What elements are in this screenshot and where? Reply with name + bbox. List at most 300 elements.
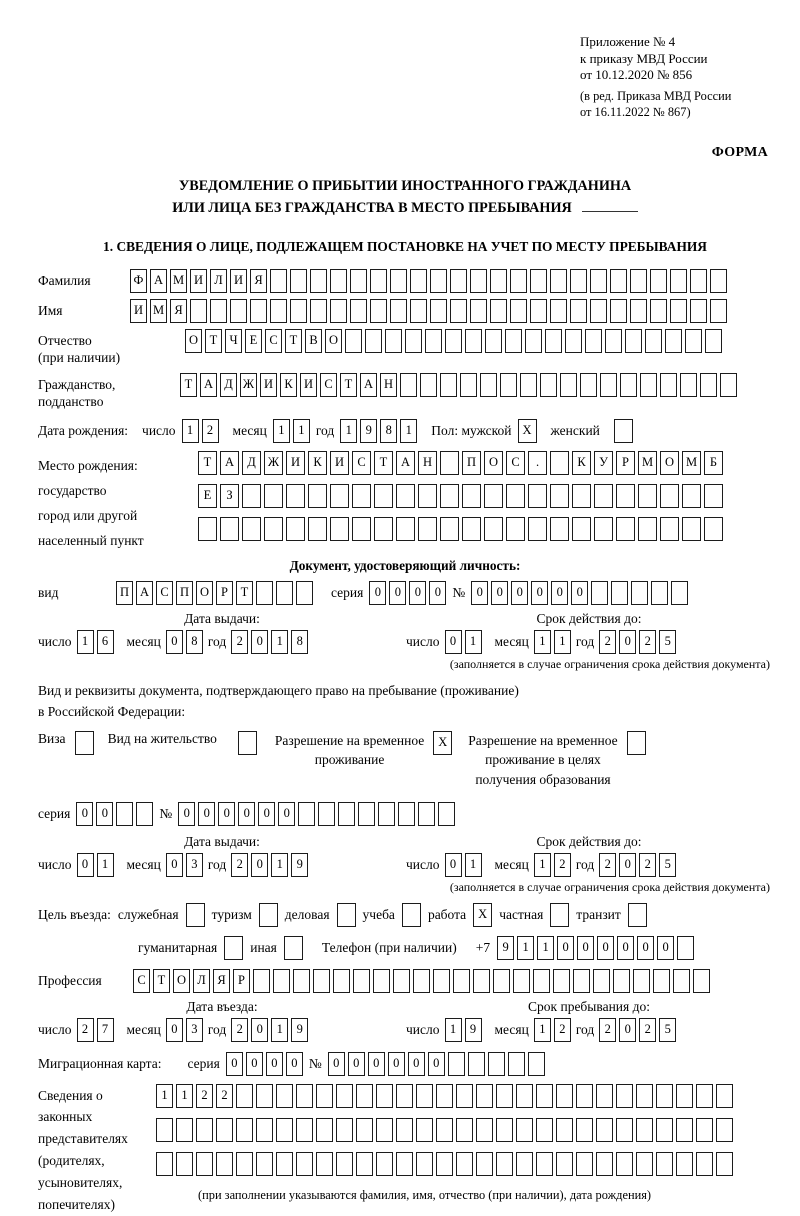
form-cell[interactable] [682,484,701,508]
form-cell[interactable] [550,451,569,475]
form-cell[interactable] [418,517,437,541]
form-cell[interactable] [616,484,635,508]
form-cell[interactable]: 1 [271,853,288,877]
form-cell[interactable] [616,517,635,541]
form-cell[interactable] [570,299,587,323]
form-cell[interactable]: 2 [599,630,616,654]
form-cell[interactable] [250,299,267,323]
form-cell[interactable]: 1 [77,630,94,654]
form-cell[interactable] [416,1118,433,1142]
form-cell[interactable] [610,269,627,293]
form-cell[interactable] [508,1052,525,1076]
purpose-business-checkbox[interactable] [337,903,356,927]
form-cell[interactable] [440,484,459,508]
form-cell[interactable]: 2 [554,853,571,877]
form-cell[interactable] [418,802,435,826]
form-cell[interactable]: 0 [369,581,386,605]
form-cell[interactable] [425,329,442,353]
form-cell[interactable]: Н [418,451,437,475]
form-cell[interactable]: В [305,329,322,353]
form-cell[interactable] [358,802,375,826]
form-cell[interactable] [616,1152,633,1176]
form-cell[interactable] [318,802,335,826]
form-cell[interactable] [594,484,613,508]
form-cell[interactable] [296,1118,313,1142]
form-cell[interactable] [550,484,569,508]
form-cell[interactable]: 3 [186,853,203,877]
form-cell[interactable] [352,484,371,508]
form-cell[interactable] [276,1118,293,1142]
form-cell[interactable]: 0 [657,936,674,960]
form-cell[interactable] [310,269,327,293]
form-cell[interactable] [625,329,642,353]
form-cell[interactable]: 0 [597,936,614,960]
form-cell[interactable]: 0 [577,936,594,960]
form-cell[interactable] [550,903,569,927]
purpose-other-checkbox[interactable] [284,936,303,960]
form-cell[interactable]: 0 [198,802,215,826]
form-cell[interactable] [493,969,510,993]
form-cell[interactable]: И [286,451,305,475]
form-cell[interactable]: 2 [639,1018,656,1042]
form-cell[interactable] [370,269,387,293]
purpose-work-checkbox[interactable] [473,903,492,927]
form-cell[interactable] [533,969,550,993]
form-cell[interactable] [298,802,315,826]
form-cell[interactable] [704,484,723,508]
form-cell[interactable] [690,299,707,323]
form-cell[interactable] [682,517,701,541]
form-cell[interactable]: С [265,329,282,353]
form-cell[interactable]: 2 [599,853,616,877]
form-cell[interactable] [333,969,350,993]
form-cell[interactable] [596,1152,613,1176]
form-cell[interactable]: Е [198,484,217,508]
form-cell[interactable] [316,1152,333,1176]
form-cell[interactable] [224,936,243,960]
form-cell[interactable] [436,1118,453,1142]
form-cell[interactable]: Я [170,299,187,323]
form-cell[interactable] [376,1118,393,1142]
form-cell[interactable] [296,1084,313,1108]
form-cell[interactable] [536,1118,553,1142]
form-cell[interactable] [390,269,407,293]
form-cell[interactable]: О [660,451,679,475]
form-cell[interactable] [590,269,607,293]
form-cell[interactable] [716,1118,733,1142]
form-cell[interactable] [433,969,450,993]
form-cell[interactable] [296,581,313,605]
form-cell[interactable] [198,517,217,541]
form-cell[interactable]: Я [250,269,267,293]
form-cell[interactable] [506,517,525,541]
form-cell[interactable] [230,299,247,323]
form-cell[interactable] [513,969,530,993]
form-cell[interactable] [410,299,427,323]
form-cell[interactable]: А [150,269,167,293]
form-cell[interactable] [490,299,507,323]
form-cell[interactable] [176,1152,193,1176]
form-cell[interactable] [636,1118,653,1142]
form-cell[interactable] [220,517,239,541]
form-cell[interactable] [696,1084,713,1108]
form-cell[interactable]: 2 [639,630,656,654]
female-checkbox[interactable] [614,419,633,443]
form-cell[interactable] [576,1152,593,1176]
form-cell[interactable] [620,373,637,397]
form-cell[interactable] [633,969,650,993]
form-cell[interactable] [484,517,503,541]
form-cell[interactable] [550,517,569,541]
form-cell[interactable]: Ж [264,451,283,475]
phone-cells[interactable] [497,936,694,960]
form-cell[interactable] [693,969,710,993]
form-cell[interactable] [310,299,327,323]
purpose-tourism-checkbox[interactable] [259,903,278,927]
form-cell[interactable] [605,329,622,353]
form-cell[interactable]: Е [245,329,262,353]
form-cell[interactable]: 8 [291,630,308,654]
form-cell[interactable] [330,484,349,508]
male-checkbox[interactable] [518,419,537,443]
form-cell[interactable] [636,1084,653,1108]
form-cell[interactable] [476,1084,493,1108]
form-cell[interactable] [576,1118,593,1142]
form-cell[interactable]: А [360,373,377,397]
form-cell[interactable] [488,1052,505,1076]
form-cell[interactable] [614,419,633,443]
form-cell[interactable]: 0 [617,936,634,960]
form-cell[interactable]: 0 [531,581,548,605]
form-cell[interactable]: И [300,373,317,397]
form-cell[interactable]: 0 [445,630,462,654]
form-cell[interactable] [505,329,522,353]
form-cell[interactable] [700,373,717,397]
form-cell[interactable] [418,484,437,508]
form-cell[interactable] [540,373,557,397]
form-cell[interactable]: 0 [619,853,636,877]
form-cell[interactable] [186,903,205,927]
form-cell[interactable] [196,1152,213,1176]
form-cell[interactable] [650,299,667,323]
form-cell[interactable]: П [116,581,133,605]
form-cell[interactable] [638,517,657,541]
form-cell[interactable]: К [308,451,327,475]
purpose-humanitarian-checkbox[interactable] [224,936,243,960]
form-cell[interactable]: Т [236,581,253,605]
form-cell[interactable]: О [196,581,213,605]
form-cell[interactable]: 0 [619,630,636,654]
form-cell[interactable] [572,517,591,541]
form-cell[interactable]: X [518,419,537,443]
visa-checkbox[interactable] [75,731,94,755]
form-cell[interactable] [453,969,470,993]
form-cell[interactable] [396,484,415,508]
form-cell[interactable] [336,1152,353,1176]
form-cell[interactable]: 0 [286,1052,303,1076]
form-cell[interactable]: 9 [291,853,308,877]
form-cell[interactable] [660,484,679,508]
form-cell[interactable] [430,299,447,323]
form-cell[interactable] [594,517,613,541]
form-cell[interactable] [190,299,207,323]
form-cell[interactable]: 1 [293,419,310,443]
form-cell[interactable] [516,1152,533,1176]
form-cell[interactable]: 0 [166,630,183,654]
form-cell[interactable]: С [352,451,371,475]
form-cell[interactable]: X [473,903,492,927]
form-cell[interactable] [553,969,570,993]
form-cell[interactable] [276,581,293,605]
form-cell[interactable]: Д [242,451,261,475]
form-cell[interactable] [685,329,702,353]
form-cell[interactable] [651,581,668,605]
form-cell[interactable] [336,1118,353,1142]
form-cell[interactable] [308,484,327,508]
form-cell[interactable] [253,969,270,993]
form-cell[interactable] [75,731,94,755]
form-cell[interactable] [242,484,261,508]
form-cell[interactable] [385,329,402,353]
form-cell[interactable]: 0 [76,802,93,826]
form-cell[interactable] [490,269,507,293]
form-cell[interactable] [473,969,490,993]
form-cell[interactable] [631,581,648,605]
form-cell[interactable]: Т [340,373,357,397]
form-cell[interactable]: Р [216,581,233,605]
form-cell[interactable] [600,373,617,397]
form-cell[interactable]: Н [380,373,397,397]
form-cell[interactable]: Б [704,451,723,475]
form-cell[interactable]: 6 [97,630,114,654]
form-cell[interactable] [440,517,459,541]
form-cell[interactable]: 1 [97,853,114,877]
form-cell[interactable] [376,1084,393,1108]
form-cell[interactable]: 9 [360,419,377,443]
form-cell[interactable]: Т [205,329,222,353]
temp-residence-edu-checkbox[interactable] [627,731,646,755]
purpose-study-checkbox[interactable] [402,903,421,927]
form-cell[interactable] [593,969,610,993]
form-cell[interactable]: 9 [497,936,514,960]
form-cell[interactable] [156,1152,173,1176]
form-cell[interactable]: 0 [328,1052,345,1076]
form-cell[interactable]: 2 [231,630,248,654]
form-cell[interactable]: 1 [400,419,417,443]
form-cell[interactable]: 3 [186,1018,203,1042]
form-cell[interactable] [216,1152,233,1176]
form-cell[interactable] [716,1084,733,1108]
form-cell[interactable]: Р [233,969,250,993]
form-cell[interactable]: Д [220,373,237,397]
form-cell[interactable]: И [230,269,247,293]
form-cell[interactable] [470,269,487,293]
form-cell[interactable]: И [260,373,277,397]
form-cell[interactable]: Т [198,451,217,475]
form-cell[interactable]: . [528,451,547,475]
form-cell[interactable] [496,1152,513,1176]
form-cell[interactable] [316,1084,333,1108]
form-cell[interactable] [656,1152,673,1176]
form-cell[interactable] [660,517,679,541]
form-cell[interactable]: С [156,581,173,605]
form-cell[interactable] [720,373,737,397]
form-cell[interactable]: 1 [465,630,482,654]
form-cell[interactable] [430,269,447,293]
form-cell[interactable] [676,1118,693,1142]
form-cell[interactable]: С [133,969,150,993]
form-cell[interactable] [456,1118,473,1142]
form-cell[interactable] [413,969,430,993]
form-cell[interactable]: 0 [96,802,113,826]
form-cell[interactable] [616,1118,633,1142]
form-cell[interactable] [528,1052,545,1076]
form-cell[interactable] [436,1152,453,1176]
form-cell[interactable]: 0 [278,802,295,826]
form-cell[interactable]: 0 [557,936,574,960]
form-cell[interactable] [284,936,303,960]
form-cell[interactable]: 0 [251,853,268,877]
form-cell[interactable]: Т [180,373,197,397]
form-cell[interactable] [670,269,687,293]
form-cell[interactable] [710,269,727,293]
form-cell[interactable] [470,299,487,323]
form-cell[interactable]: 5 [659,853,676,877]
form-cell[interactable]: 0 [619,1018,636,1042]
form-cell[interactable] [374,517,393,541]
form-cell[interactable] [396,1152,413,1176]
form-cell[interactable] [156,1118,173,1142]
form-cell[interactable]: 0 [471,581,488,605]
form-cell[interactable]: 0 [408,1052,425,1076]
form-cell[interactable] [677,936,694,960]
form-cell[interactable] [545,329,562,353]
form-cell[interactable]: 1 [445,1018,462,1042]
form-cell[interactable]: М [170,269,187,293]
form-cell[interactable] [565,329,582,353]
form-cell[interactable] [476,1118,493,1142]
form-cell[interactable] [516,1084,533,1108]
form-cell[interactable] [436,1084,453,1108]
form-cell[interactable]: 0 [77,853,94,877]
form-cell[interactable]: 0 [429,581,446,605]
form-cell[interactable]: И [190,269,207,293]
form-cell[interactable] [716,1152,733,1176]
form-cell[interactable] [259,903,278,927]
form-cell[interactable] [496,1084,513,1108]
form-cell[interactable] [376,1152,393,1176]
form-cell[interactable] [330,299,347,323]
form-cell[interactable] [286,484,305,508]
form-cell[interactable]: 0 [258,802,275,826]
form-cell[interactable] [374,484,393,508]
form-cell[interactable]: 0 [251,1018,268,1042]
form-cell[interactable]: М [638,451,657,475]
purpose-transit-checkbox[interactable] [628,903,647,927]
form-cell[interactable] [296,1152,313,1176]
form-cell[interactable] [680,373,697,397]
form-cell[interactable]: 0 [571,581,588,605]
form-cell[interactable] [580,373,597,397]
form-cell[interactable]: 1 [156,1084,173,1108]
form-cell[interactable]: 9 [291,1018,308,1042]
form-cell[interactable] [480,373,497,397]
form-cell[interactable]: К [572,451,591,475]
form-cell[interactable] [276,1152,293,1176]
residence-permit-checkbox[interactable] [238,731,257,755]
form-cell[interactable] [238,731,257,755]
form-cell[interactable] [525,329,542,353]
form-cell[interactable]: Л [210,269,227,293]
form-cell[interactable] [468,1052,485,1076]
form-cell[interactable] [636,1152,653,1176]
form-cell[interactable] [676,1084,693,1108]
form-cell[interactable] [445,329,462,353]
form-cell[interactable] [400,373,417,397]
form-cell[interactable] [236,1118,253,1142]
form-cell[interactable] [308,517,327,541]
form-cell[interactable]: О [185,329,202,353]
form-cell[interactable]: 1 [271,1018,288,1042]
form-cell[interactable]: А [220,451,239,475]
form-cell[interactable] [196,1118,213,1142]
purpose-private-checkbox[interactable] [550,903,569,927]
form-cell[interactable] [330,517,349,541]
form-cell[interactable]: Л [193,969,210,993]
form-cell[interactable]: 8 [186,630,203,654]
form-cell[interactable]: М [150,299,167,323]
form-cell[interactable] [450,299,467,323]
form-cell[interactable]: А [136,581,153,605]
form-cell[interactable] [390,299,407,323]
form-cell[interactable] [536,1084,553,1108]
form-cell[interactable] [611,581,628,605]
form-cell[interactable] [627,731,646,755]
form-cell[interactable] [450,269,467,293]
form-cell[interactable] [696,1152,713,1176]
form-cell[interactable] [256,581,273,605]
form-cell[interactable]: 7 [97,1018,114,1042]
form-cell[interactable]: Ф [130,269,147,293]
form-cell[interactable]: 0 [428,1052,445,1076]
form-cell[interactable]: 1 [534,1018,551,1042]
form-cell[interactable]: 0 [445,853,462,877]
form-cell[interactable] [585,329,602,353]
form-cell[interactable] [216,1118,233,1142]
form-cell[interactable] [438,802,455,826]
form-cell[interactable]: О [173,969,190,993]
form-cell[interactable]: 2 [231,853,248,877]
form-cell[interactable] [610,299,627,323]
form-cell[interactable] [656,1118,673,1142]
form-cell[interactable] [550,299,567,323]
form-cell[interactable] [416,1152,433,1176]
form-cell[interactable]: А [200,373,217,397]
form-cell[interactable] [676,1152,693,1176]
form-cell[interactable] [696,1118,713,1142]
form-cell[interactable]: Ч [225,329,242,353]
form-cell[interactable] [116,802,133,826]
form-cell[interactable]: 8 [380,419,397,443]
form-cell[interactable] [256,1118,273,1142]
form-cell[interactable] [653,969,670,993]
form-cell[interactable]: 1 [340,419,357,443]
form-cell[interactable] [276,1084,293,1108]
form-cell[interactable] [616,1084,633,1108]
form-cell[interactable] [256,1152,273,1176]
form-cell[interactable]: 0 [511,581,528,605]
form-cell[interactable] [353,969,370,993]
